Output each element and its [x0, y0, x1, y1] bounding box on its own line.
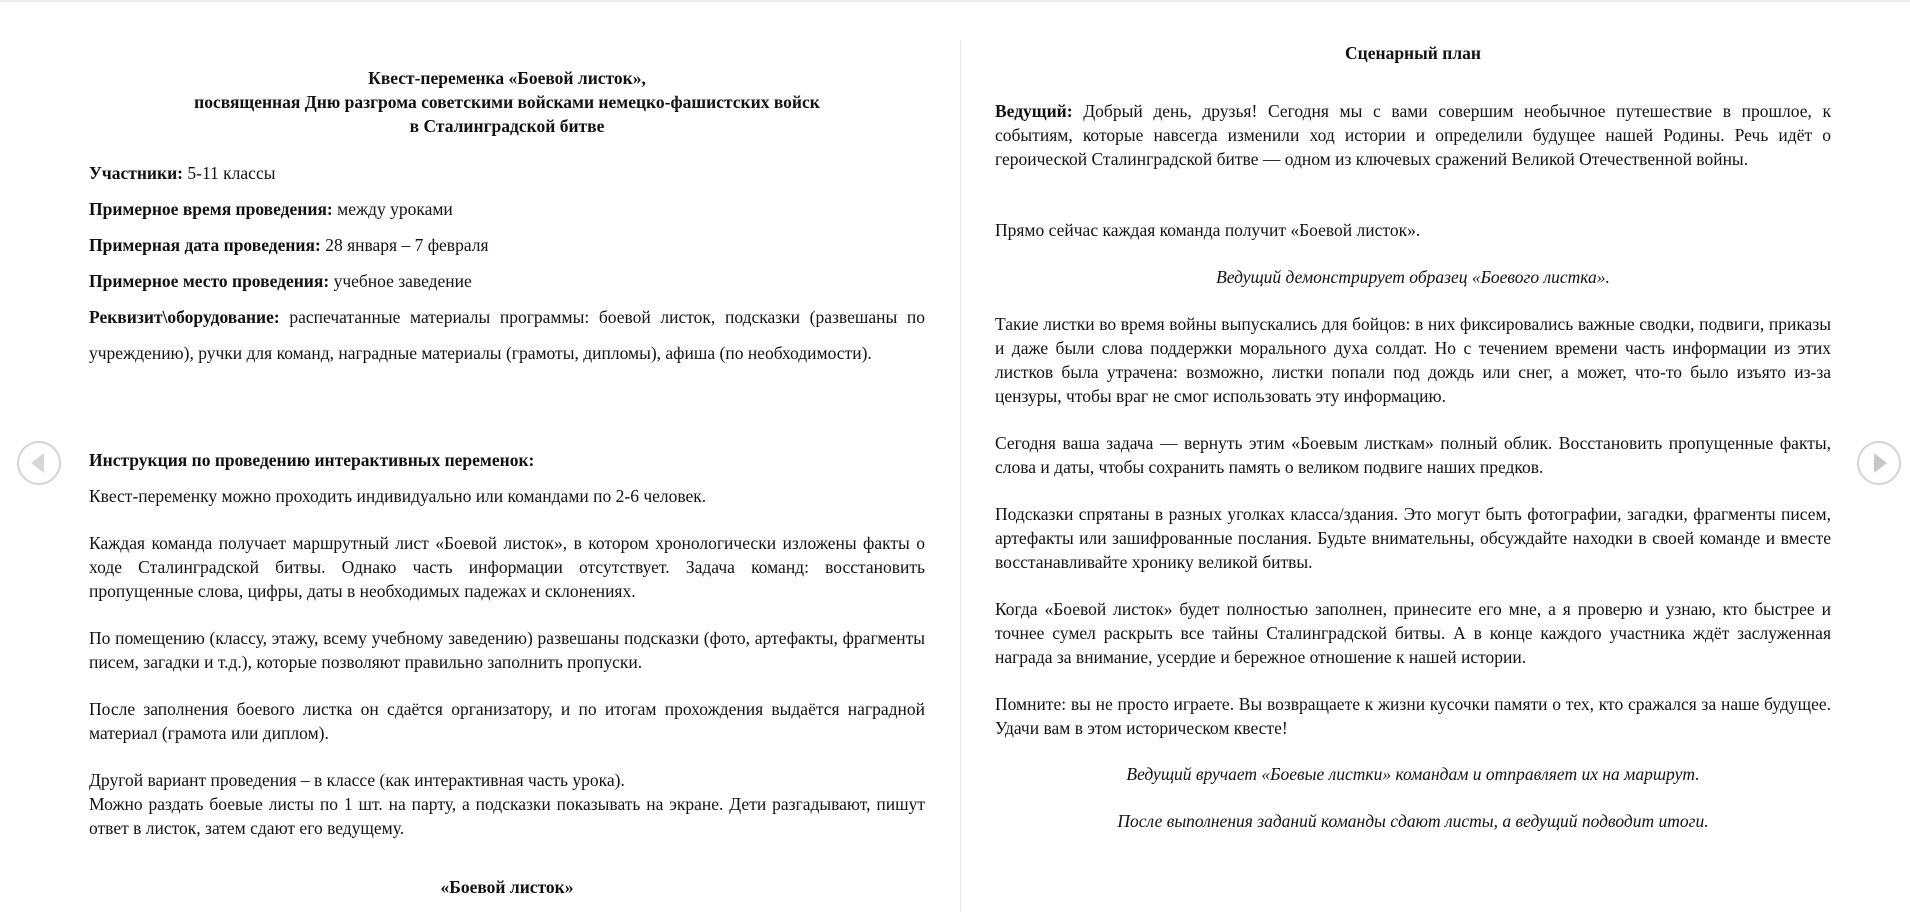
stage-direction-3: После выполнения заданий команды сдают листы, а ведущий подводит итоги. [1117, 811, 1709, 831]
props-label: Реквизит\оборудование: [89, 307, 280, 327]
instructions-paragraph-5 [89, 768, 925, 840]
props-value: распечатанные материалы программы: боевой листок, подсказки (развешаны по учреждению), ручки для команд, наградные материалы (грамоты, дипломы), афиша (по необходимости). [89, 307, 925, 363]
arrow-right-icon [1874, 453, 1887, 473]
scenario-paragraph-6: Когда «Боевой листок» будет полностью заполнен, принесите его мне, а я проверю и узнаю, кто быстрее и точнее сумел раскрыть все тайны Сталинградской битвы. А в конце каждого участника ждёт заслуженная награда за внимание, усердие и бережное отношение к нашей истории. [995, 599, 1831, 667]
scenario-paragraph-3: Такие листки во время войны выпускались для бойцов: в них фиксировались важные сводки, подвиги, приказы и даже были слова поддержки морального духа солдат. Но с течением времени часть информации из этих листков была утрачена: возможно, листки попали под дождь или снег, а может, что-то было изъято из-за цензуры, чтобы враг не смог использовать эту информацию. [995, 314, 1831, 406]
title-line-2: посвященная Дню разгрома советскими войсками немецко-фашистских войск [194, 92, 820, 112]
scenario-paragraph-2: Прямо сейчас каждая команда получит «Боевой листок». [995, 220, 1421, 240]
next-page-button[interactable] [1857, 441, 1901, 485]
place-label: Примерное место проведения: [89, 271, 330, 291]
page-divider [960, 40, 961, 912]
viewer-top-border [0, 0, 1910, 2]
date-label: Примерная дата проведения: [89, 235, 321, 255]
arrow-left-icon [31, 453, 44, 473]
props-line [89, 299, 925, 371]
battle-sheet-heading: «Боевой листок» [440, 877, 574, 897]
time-line [89, 197, 925, 221]
stage-direction-1: Ведущий демонстрирует образец «Боевого листка». [1216, 267, 1610, 287]
place-line [89, 269, 925, 293]
date-line [89, 233, 925, 257]
paragraph-5-line-1: Другой вариант проведения – в классе (как интерактивная часть урока). [89, 770, 625, 790]
host-label: Ведущий: [995, 101, 1073, 121]
participants-value: 5-11 классы [183, 163, 276, 183]
instructions-heading: Инструкция по проведению интерактивных переменок: [89, 450, 535, 470]
scenario-heading: Сценарный план [1345, 43, 1481, 63]
instructions-paragraph-2: Каждая команда получает маршрутный лист «Боевой листок», в котором хронологически изложены факты о ходе Сталинградской битвы. Однако часть информации отсутствует. Задача команд: восстановить пропущенные слова, цифры, даты в необходимых падежах и склонениях. [89, 533, 925, 601]
paragraph-5-line-2: Можно раздать боевые листы по 1 шт. на парту, а подсказки показывать на экране. Дети разгадывают, пишут ответ в листок, затем сдают его ведущему. [89, 794, 925, 838]
scenario-paragraph-5: Подсказки спрятаны в разных уголках класса/здания. Это могут быть фотографии, загадки, фрагменты писем, артефакты или зашифрованные послания. Будьте внимательны, обсуждайте находки в своей команде и вместе восстанавливайте хронику великой битвы. [995, 504, 1831, 572]
previous-page-button[interactable] [17, 441, 61, 485]
scenario-paragraph-7: Помните: вы не просто играете. Вы возвращаете к жизни кусочки памяти о тех, кто сражался за наше будущее. Удачи вам в этом историческом квесте! [995, 694, 1831, 738]
host-intro-text: Добрый день, друзья! Сегодня мы с вами совершим необычное путешествие в прошлое, к событиям, которые навсегда изменили ход истории и определили будущее нашей Родины. Речь идёт о героической Сталинградской битве — одном из ключевых сражений Великой Отечественной войны. [995, 101, 1831, 169]
stage-direction-2: Ведущий вручает «Боевые листки» командам и отправляет их на маршрут. [1126, 764, 1700, 784]
title-line-1: Квест-переменка «Боевой листок», [368, 68, 646, 88]
time-value: между уроками [332, 199, 453, 219]
title-line-3: в Сталинградской битве [409, 116, 605, 136]
document-title [89, 66, 925, 138]
host-intro-paragraph [995, 99, 1831, 171]
instructions-paragraph-3: По помещению (классу, этажу, всему учебному заведению) развешаны подсказки (фото, артефакты, фрагменты писем, загадки и т.д.), которые позволяют правильно заполнить пропуски. [89, 628, 925, 672]
date-value: 28 января – 7 февраля [320, 235, 489, 255]
time-label: Примерное время проведения: [89, 199, 333, 219]
participants-line [89, 161, 925, 185]
instructions-paragraph-1: Квест-переменку можно проходить индивидуально или командами по 2-6 человек. [89, 486, 707, 506]
instructions-paragraph-4: После заполнения боевого листка он сдаётся организатору, и по итогам прохождения выдаётся наградной материал (грамота или диплом). [89, 699, 925, 743]
scenario-paragraph-4: Сегодня ваша задача — вернуть этим «Боевым листкам» полный облик. Восстановить пропущенные факты, слова и даты, чтобы сохранить память о великом подвиге наших предков. [995, 433, 1831, 477]
participants-label: Участники: [89, 163, 183, 183]
place-value: учебное заведение [329, 271, 472, 291]
